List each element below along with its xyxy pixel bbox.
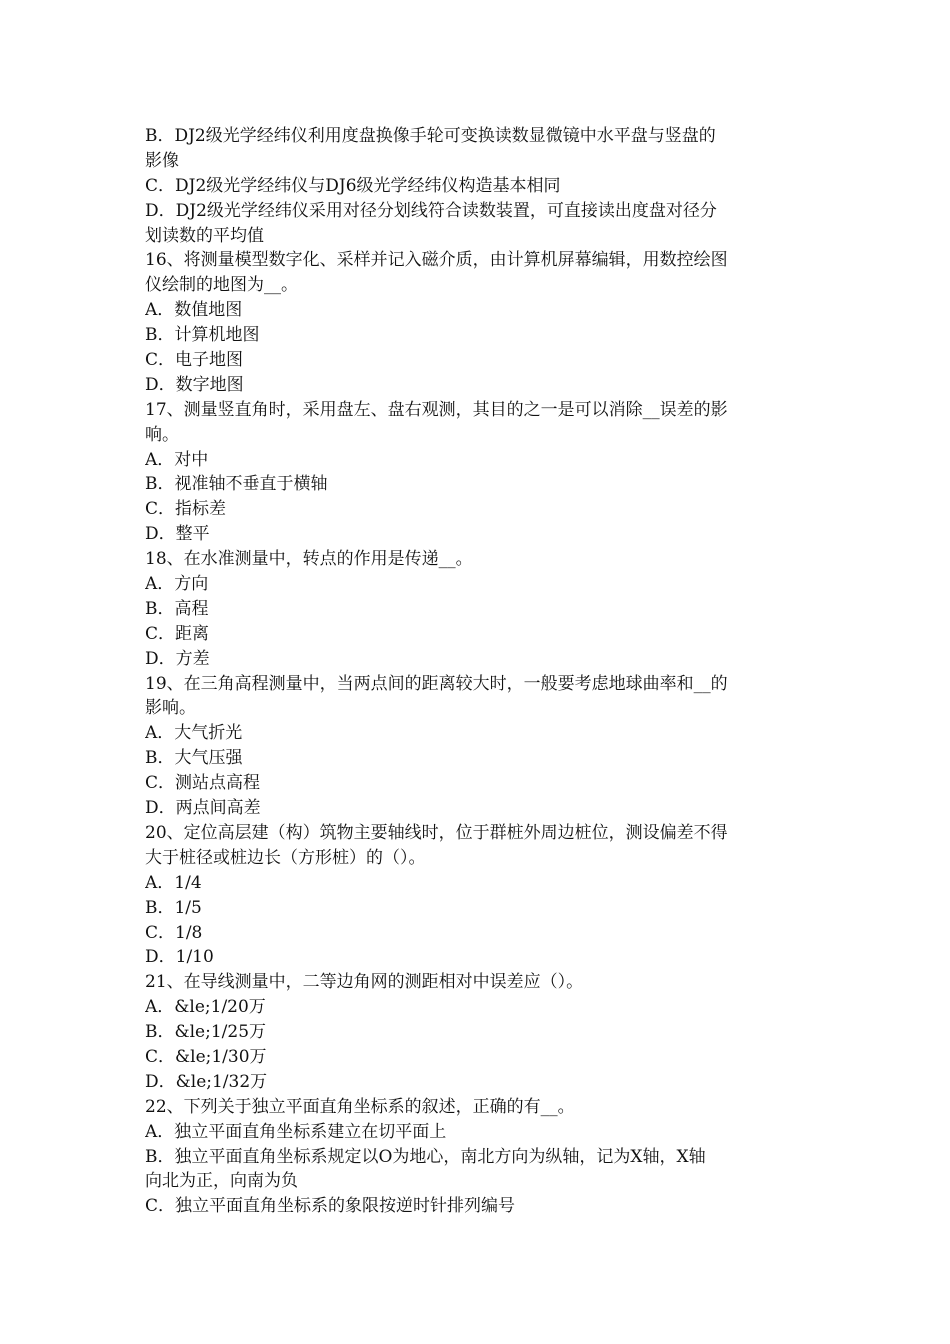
text-line: B．DJ2级光学经纬仪利用度盘换像手轮可变换读数显微镜中水平盘与竖盘的 [145,126,716,146]
option-line: C．指标差 [145,499,227,520]
option-line: B．计算机地图 [145,325,260,346]
question-18: 18、在水准测量中，转点的作用是传递__。 [145,549,473,570]
option-line: C．独立平面直角坐标系的象限按逆时针排列编号 [145,1196,516,1217]
option-line: B．&le;1/25万 [145,1022,267,1043]
option-line: C．电子地图 [145,350,244,371]
option-line: D．&le;1/32万 [145,1071,268,1092]
option-line: B．独立平面直角坐标系规定以O为地心，南北方向为纵轴，记为X轴，X轴 [145,1146,706,1167]
question-19: 19、在三角高程测量中，当两点间的距离较大时，一般要考虑地球曲率和__的 [145,673,728,694]
option-line: C．1/8 [145,922,203,943]
option-line: C．测站点高程 [145,773,261,794]
question-20: 20、定位高层建（构）筑物主要轴线时，位于群桩外周边桩位，测设偏差不得 [145,822,728,843]
option-line: B．高程 [145,598,209,619]
text-line: 划读数的平均值 [145,225,264,246]
option-line: A．数值地图 [145,300,243,321]
option-line: D．两点间高差 [145,798,261,819]
question-22: 22、下列关于独立平面直角坐标系的叙述，正确的有__。 [145,1096,575,1117]
option-line: D．整平 [145,524,210,545]
option-line: A．大气折光 [145,723,243,744]
option-line: A．独立平面直角坐标系建立在切平面上 [145,1121,447,1142]
option-line: C．距离 [145,623,210,644]
text-line: 影响。 [145,698,196,719]
text-line: 影像 [145,150,179,171]
option-line: A．&le;1/20万 [145,997,266,1018]
option-line: B．大气压强 [145,748,243,769]
question-16: 16、将测量模型数字化、采样并记入磁介质，由计算机屏幕编辑，用数控绘图 [145,250,728,271]
option-line: A．方向 [145,574,209,595]
option-line: D．数字地图 [145,374,244,395]
option-line: A．1/4 [145,872,202,893]
text-line: 响。 [145,424,179,445]
text-line: 仪绘制的地图为__。 [145,275,298,296]
option-line: B．视准轴不垂直于横轴 [145,474,328,495]
question-21: 21、在导线测量中，二等边角网的测距相对中误差应（）。 [145,972,584,993]
option-line: D．方差 [145,648,210,669]
option-line: B．1/5 [145,897,202,918]
text-line: 向北为正，向南为负 [145,1171,298,1192]
text-line: D．DJ2级光学经纬仪采用对径分划线符合读数装置，可直接读出度盘对径分 [145,200,717,221]
text-line: 大于桩径或桩边长（方形桩）的（）。 [145,847,426,868]
option-line: D．1/10 [145,947,214,968]
document-page [145,124,810,1219]
question-17: 17、测量竖直角时，采用盘左、盘右观测，其目的之一是可以消除__误差的影 [145,399,728,420]
option-line: A．对中 [145,449,209,470]
option-line: C．&le;1/30万 [145,1046,267,1067]
text-line: C．DJ2级光学经纬仪与DJ6级光学经纬仪构造基本相同 [145,175,561,196]
